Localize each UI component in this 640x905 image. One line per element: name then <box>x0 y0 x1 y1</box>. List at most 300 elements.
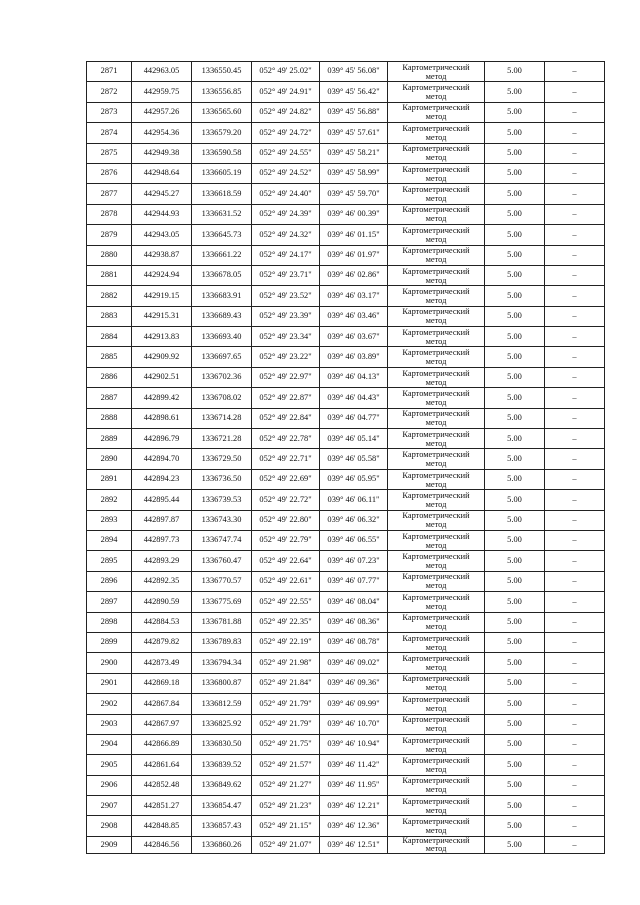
method-cell <box>388 388 485 408</box>
table-row <box>87 755 605 775</box>
method-label-line1: Картометрический <box>402 83 470 93</box>
point-number-cell: 2905 <box>87 755 132 775</box>
table-row <box>87 469 605 489</box>
latitude-cell: 052° 49' 21.98" <box>252 653 320 673</box>
latitude-cell: 052° 49' 24.32" <box>252 225 320 245</box>
longitude-cell: 039° 46' 11.95" <box>320 775 388 795</box>
point-number-cell: 2872 <box>87 82 132 102</box>
method-label-line1: Картометрический <box>402 613 470 623</box>
latitude-cell: 052° 49' 24.72" <box>252 123 320 143</box>
method-label-line2: метод <box>425 622 447 632</box>
method-label-line2: метод <box>425 214 447 224</box>
x-coordinate-cell: 442945.27 <box>132 184 192 204</box>
method-cell <box>388 286 485 306</box>
latitude-cell: 052° 49' 22.69" <box>252 469 320 489</box>
x-coordinate-cell: 442896.79 <box>132 429 192 449</box>
table-row <box>87 673 605 693</box>
method-label-line1: Картометрический <box>402 450 470 460</box>
y-coordinate-cell: 1336794.34 <box>192 653 252 673</box>
latitude-cell: 052° 49' 23.71" <box>252 265 320 285</box>
method-label-line1: Картометрический <box>402 286 470 296</box>
method-cell <box>388 836 485 853</box>
point-number-cell: 2893 <box>87 510 132 530</box>
x-coordinate-cell: 442949.38 <box>132 143 192 163</box>
method-label-line1: Картометрический <box>402 205 470 215</box>
longitude-cell: 039° 46' 01.15" <box>320 225 388 245</box>
table-row <box>87 225 605 245</box>
table-row <box>87 245 605 265</box>
x-coordinate-cell: 442866.89 <box>132 734 192 754</box>
method-cell <box>388 775 485 795</box>
accuracy-cell: 5.00 <box>485 592 545 612</box>
point-number-cell: 2871 <box>87 62 132 82</box>
point-number-cell: 2894 <box>87 530 132 550</box>
y-coordinate-cell: 1336770.57 <box>192 571 252 591</box>
method-label-line1: Картометрический <box>402 572 470 582</box>
accuracy-cell: 5.00 <box>485 327 545 347</box>
y-coordinate-cell: 1336697.65 <box>192 347 252 367</box>
method-cell <box>388 367 485 387</box>
latitude-cell: 052° 49' 22.71" <box>252 449 320 469</box>
longitude-cell: 039° 46' 04.13" <box>320 367 388 387</box>
point-number-cell: 2903 <box>87 714 132 734</box>
x-coordinate-cell: 442938.87 <box>132 245 192 265</box>
table-row <box>87 143 605 163</box>
accuracy-cell: 5.00 <box>485 388 545 408</box>
method-label-line2: метод <box>425 397 447 407</box>
method-cell <box>388 306 485 326</box>
method-label-line1: Картометрический <box>402 755 470 765</box>
x-coordinate-cell: 442897.73 <box>132 530 192 550</box>
table-row <box>87 796 605 816</box>
note-cell: – <box>545 653 605 673</box>
latitude-cell: 052° 49' 22.97" <box>252 367 320 387</box>
method-label-line1: Картометрический <box>402 776 470 786</box>
longitude-cell: 039° 46' 12.36" <box>320 816 388 836</box>
method-cell <box>388 347 485 367</box>
x-coordinate-cell: 442898.61 <box>132 408 192 428</box>
accuracy-cell: 5.00 <box>485 306 545 326</box>
note-cell: – <box>545 775 605 795</box>
method-cell <box>388 490 485 510</box>
y-coordinate-cell: 1336739.53 <box>192 490 252 510</box>
table-body <box>87 62 605 854</box>
method-label-line2: метод <box>425 479 447 489</box>
method-label-line1: Картометрический <box>402 185 470 195</box>
x-coordinate-cell: 442899.42 <box>132 388 192 408</box>
table-row <box>87 102 605 122</box>
accuracy-cell: 5.00 <box>485 143 545 163</box>
point-number-cell: 2902 <box>87 694 132 714</box>
table-row <box>87 510 605 530</box>
method-cell <box>388 796 485 816</box>
accuracy-cell: 5.00 <box>485 816 545 836</box>
x-coordinate-cell: 442944.93 <box>132 204 192 224</box>
method-cell <box>388 755 485 775</box>
point-number-cell: 2884 <box>87 327 132 347</box>
method-label-line2: метод <box>425 336 447 346</box>
accuracy-cell: 5.00 <box>485 204 545 224</box>
method-cell <box>388 204 485 224</box>
method-label-line2: метод <box>425 805 447 815</box>
method-cell <box>388 551 485 571</box>
y-coordinate-cell: 1336860.26 <box>192 836 252 853</box>
method-cell <box>388 816 485 836</box>
note-cell: – <box>545 816 605 836</box>
method-label-line2: метод <box>425 561 447 571</box>
longitude-cell: 039° 46' 03.17" <box>320 286 388 306</box>
latitude-cell: 052° 49' 22.19" <box>252 632 320 652</box>
table-row <box>87 836 605 853</box>
note-cell: – <box>545 123 605 143</box>
x-coordinate-cell: 442959.75 <box>132 82 192 102</box>
longitude-cell: 039° 46' 03.89" <box>320 347 388 367</box>
method-label-line2: метод <box>425 459 447 469</box>
note-cell: – <box>545 592 605 612</box>
method-label-line1: Картометрический <box>402 409 470 419</box>
note-cell: – <box>545 714 605 734</box>
longitude-cell: 039° 45' 56.42" <box>320 82 388 102</box>
method-label-line1: Картометрический <box>402 266 470 276</box>
method-label-line1: Картометрический <box>402 592 470 602</box>
accuracy-cell: 5.00 <box>485 225 545 245</box>
table-row <box>87 82 605 102</box>
method-label-line2: метод <box>425 418 447 428</box>
method-cell <box>388 184 485 204</box>
point-number-cell: 2899 <box>87 632 132 652</box>
x-coordinate-cell: 442861.64 <box>132 755 192 775</box>
method-label-line2: метод <box>425 683 447 693</box>
table-row <box>87 694 605 714</box>
y-coordinate-cell: 1336760.47 <box>192 551 252 571</box>
latitude-cell: 052° 49' 23.52" <box>252 286 320 306</box>
note-cell: – <box>545 347 605 367</box>
longitude-cell: 039° 45' 58.99" <box>320 163 388 183</box>
method-label-line1: Картометрический <box>402 144 470 154</box>
x-coordinate-cell: 442943.05 <box>132 225 192 245</box>
point-number-cell: 2895 <box>87 551 132 571</box>
method-label-line2: метод <box>425 234 447 244</box>
x-coordinate-cell: 442894.70 <box>132 449 192 469</box>
x-coordinate-cell: 442909.92 <box>132 347 192 367</box>
method-label-line1: Картометрический <box>402 307 470 317</box>
x-coordinate-cell: 442954.36 <box>132 123 192 143</box>
point-number-cell: 2898 <box>87 612 132 632</box>
note-cell: – <box>545 204 605 224</box>
x-coordinate-cell: 442852.48 <box>132 775 192 795</box>
method-label-line2: метод <box>425 540 447 550</box>
coordinates-table <box>86 61 605 854</box>
point-number-cell: 2890 <box>87 449 132 469</box>
longitude-cell: 039° 46' 07.23" <box>320 551 388 571</box>
note-cell: – <box>545 184 605 204</box>
longitude-cell: 039° 46' 00.39" <box>320 204 388 224</box>
method-label-line2: метод <box>425 843 447 853</box>
latitude-cell: 052° 49' 23.34" <box>252 327 320 347</box>
longitude-cell: 039° 45' 56.08" <box>320 62 388 82</box>
method-label-line1: Картометрический <box>402 246 470 256</box>
y-coordinate-cell: 1336708.02 <box>192 388 252 408</box>
latitude-cell: 052° 49' 22.64" <box>252 551 320 571</box>
latitude-cell: 052° 49' 21.07" <box>252 836 320 853</box>
method-label-line1: Картометрический <box>402 490 470 500</box>
table-row <box>87 653 605 673</box>
longitude-cell: 039° 46' 05.58" <box>320 449 388 469</box>
table-row <box>87 265 605 285</box>
accuracy-cell: 5.00 <box>485 367 545 387</box>
note-cell: – <box>545 612 605 632</box>
point-number-cell: 2907 <box>87 796 132 816</box>
note-cell: – <box>545 469 605 489</box>
point-number-cell: 2874 <box>87 123 132 143</box>
method-cell <box>388 510 485 530</box>
longitude-cell: 039° 45' 56.88" <box>320 102 388 122</box>
latitude-cell: 052° 49' 24.39" <box>252 204 320 224</box>
longitude-cell: 039° 46' 12.51" <box>320 836 388 853</box>
method-label-line1: Картометрический <box>402 470 470 480</box>
accuracy-cell: 5.00 <box>485 714 545 734</box>
method-label-line1: Картометрический <box>402 368 470 378</box>
y-coordinate-cell: 1336857.43 <box>192 816 252 836</box>
x-coordinate-cell: 442895.44 <box>132 490 192 510</box>
latitude-cell: 052° 49' 24.82" <box>252 102 320 122</box>
point-number-cell: 2879 <box>87 225 132 245</box>
accuracy-cell: 5.00 <box>485 510 545 530</box>
method-label-line1: Картометрический <box>402 735 470 745</box>
longitude-cell: 039° 45' 57.61" <box>320 123 388 143</box>
y-coordinate-cell: 1336721.28 <box>192 429 252 449</box>
method-label-line1: Картометрический <box>402 531 470 541</box>
method-label-line2: метод <box>425 357 447 367</box>
latitude-cell: 052° 49' 21.57" <box>252 755 320 775</box>
note-cell: – <box>545 530 605 550</box>
point-number-cell: 2901 <box>87 673 132 693</box>
x-coordinate-cell: 442892.35 <box>132 571 192 591</box>
table-row <box>87 530 605 550</box>
point-number-cell: 2882 <box>87 286 132 306</box>
x-coordinate-cell: 442963.05 <box>132 62 192 82</box>
table-row <box>87 62 605 82</box>
method-label-line1: Картометрический <box>402 62 470 72</box>
y-coordinate-cell: 1336830.50 <box>192 734 252 754</box>
method-label-line2: метод <box>425 744 447 754</box>
note-cell: – <box>545 102 605 122</box>
method-label-line2: метод <box>425 295 447 305</box>
method-label-line2: метод <box>425 71 447 81</box>
table-row <box>87 816 605 836</box>
latitude-cell: 052° 49' 22.79" <box>252 530 320 550</box>
x-coordinate-cell: 442890.59 <box>132 592 192 612</box>
longitude-cell: 039° 46' 02.86" <box>320 265 388 285</box>
method-label-line2: метод <box>425 275 447 285</box>
point-number-cell: 2875 <box>87 143 132 163</box>
latitude-cell: 052° 49' 24.55" <box>252 143 320 163</box>
accuracy-cell: 5.00 <box>485 571 545 591</box>
point-number-cell: 2878 <box>87 204 132 224</box>
method-label-line1: Картометрический <box>402 817 470 827</box>
accuracy-cell: 5.00 <box>485 163 545 183</box>
method-cell <box>388 82 485 102</box>
x-coordinate-cell: 442913.83 <box>132 327 192 347</box>
method-label-line2: метод <box>425 520 447 530</box>
x-coordinate-cell: 442915.31 <box>132 306 192 326</box>
latitude-cell: 052° 49' 22.78" <box>252 429 320 449</box>
note-cell: – <box>545 286 605 306</box>
accuracy-cell: 5.00 <box>485 836 545 853</box>
note-cell: – <box>545 327 605 347</box>
method-label-line2: метод <box>425 642 447 652</box>
table-row <box>87 449 605 469</box>
y-coordinate-cell: 1336661.22 <box>192 245 252 265</box>
accuracy-cell: 5.00 <box>485 734 545 754</box>
y-coordinate-cell: 1336683.91 <box>192 286 252 306</box>
y-coordinate-cell: 1336800.87 <box>192 673 252 693</box>
longitude-cell: 039° 46' 08.36" <box>320 612 388 632</box>
method-cell <box>388 429 485 449</box>
longitude-cell: 039° 46' 06.32" <box>320 510 388 530</box>
y-coordinate-cell: 1336849.62 <box>192 775 252 795</box>
longitude-cell: 039° 46' 08.04" <box>320 592 388 612</box>
note-cell: – <box>545 796 605 816</box>
method-cell <box>388 632 485 652</box>
method-cell <box>388 62 485 82</box>
point-number-cell: 2900 <box>87 653 132 673</box>
x-coordinate-cell: 442948.64 <box>132 163 192 183</box>
x-coordinate-cell: 442894.23 <box>132 469 192 489</box>
latitude-cell: 052° 49' 21.75" <box>252 734 320 754</box>
method-label-line2: метод <box>425 316 447 326</box>
table-row <box>87 734 605 754</box>
point-number-cell: 2887 <box>87 388 132 408</box>
y-coordinate-cell: 1336839.52 <box>192 755 252 775</box>
accuracy-cell: 5.00 <box>485 82 545 102</box>
method-cell <box>388 714 485 734</box>
method-label-line2: метод <box>425 703 447 713</box>
longitude-cell: 039° 46' 06.55" <box>320 530 388 550</box>
longitude-cell: 039° 46' 06.11" <box>320 490 388 510</box>
x-coordinate-cell: 442869.18 <box>132 673 192 693</box>
longitude-cell: 039° 46' 04.77" <box>320 408 388 428</box>
method-label-line1: Картометрический <box>402 633 470 643</box>
note-cell: – <box>545 510 605 530</box>
method-label-line2: метод <box>425 581 447 591</box>
note-cell: – <box>545 632 605 652</box>
longitude-cell: 039° 46' 07.77" <box>320 571 388 591</box>
note-cell: – <box>545 490 605 510</box>
accuracy-cell: 5.00 <box>485 755 545 775</box>
table-row <box>87 388 605 408</box>
method-label-line1: Картометрический <box>402 674 470 684</box>
accuracy-cell: 5.00 <box>485 490 545 510</box>
method-label-line2: метод <box>425 764 447 774</box>
point-number-cell: 2883 <box>87 306 132 326</box>
longitude-cell: 039° 46' 12.21" <box>320 796 388 816</box>
longitude-cell: 039° 46' 10.94" <box>320 734 388 754</box>
longitude-cell: 039° 45' 58.21" <box>320 143 388 163</box>
longitude-cell: 039° 46' 03.46" <box>320 306 388 326</box>
latitude-cell: 052° 49' 24.52" <box>252 163 320 183</box>
method-label-line2: метод <box>425 724 447 734</box>
x-coordinate-cell: 442919.15 <box>132 286 192 306</box>
latitude-cell: 052° 49' 22.35" <box>252 612 320 632</box>
note-cell: – <box>545 82 605 102</box>
table-row <box>87 347 605 367</box>
method-label-line1: Картометрический <box>402 388 470 398</box>
x-coordinate-cell: 442867.97 <box>132 714 192 734</box>
point-number-cell: 2880 <box>87 245 132 265</box>
x-coordinate-cell: 442867.84 <box>132 694 192 714</box>
accuracy-cell: 5.00 <box>485 612 545 632</box>
x-coordinate-cell: 442879.82 <box>132 632 192 652</box>
point-number-cell: 2889 <box>87 429 132 449</box>
method-label-line2: метод <box>425 438 447 448</box>
note-cell: – <box>545 143 605 163</box>
latitude-cell: 052° 49' 22.61" <box>252 571 320 591</box>
latitude-cell: 052° 49' 24.17" <box>252 245 320 265</box>
point-number-cell: 2892 <box>87 490 132 510</box>
accuracy-cell: 5.00 <box>485 245 545 265</box>
y-coordinate-cell: 1336714.28 <box>192 408 252 428</box>
point-number-cell: 2886 <box>87 367 132 387</box>
method-cell <box>388 265 485 285</box>
note-cell: – <box>545 245 605 265</box>
x-coordinate-cell: 442851.27 <box>132 796 192 816</box>
y-coordinate-cell: 1336747.74 <box>192 530 252 550</box>
accuracy-cell: 5.00 <box>485 408 545 428</box>
note-cell: – <box>545 673 605 693</box>
table-row <box>87 123 605 143</box>
longitude-cell: 039° 45' 59.70" <box>320 184 388 204</box>
method-cell <box>388 245 485 265</box>
latitude-cell: 052° 49' 22.72" <box>252 490 320 510</box>
latitude-cell: 052° 49' 21.84" <box>252 673 320 693</box>
method-label-line1: Картометрический <box>402 715 470 725</box>
method-label-line2: метод <box>425 194 447 204</box>
y-coordinate-cell: 1336579.20 <box>192 123 252 143</box>
accuracy-cell: 5.00 <box>485 102 545 122</box>
note-cell: – <box>545 367 605 387</box>
note-cell: – <box>545 306 605 326</box>
latitude-cell: 052° 49' 22.80" <box>252 510 320 530</box>
method-cell <box>388 327 485 347</box>
table-row <box>87 327 605 347</box>
accuracy-cell: 5.00 <box>485 184 545 204</box>
accuracy-cell: 5.00 <box>485 775 545 795</box>
table-row <box>87 775 605 795</box>
accuracy-cell: 5.00 <box>485 530 545 550</box>
method-label-line1: Картометрический <box>402 123 470 133</box>
point-number-cell: 2877 <box>87 184 132 204</box>
method-cell <box>388 592 485 612</box>
method-cell <box>388 694 485 714</box>
table-row <box>87 490 605 510</box>
method-label-line1: Картометрический <box>402 836 470 845</box>
y-coordinate-cell: 1336631.52 <box>192 204 252 224</box>
longitude-cell: 039° 46' 05.14" <box>320 429 388 449</box>
method-cell <box>388 612 485 632</box>
latitude-cell: 052° 49' 21.79" <box>252 694 320 714</box>
y-coordinate-cell: 1336618.59 <box>192 184 252 204</box>
method-cell <box>388 408 485 428</box>
x-coordinate-cell: 442884.53 <box>132 612 192 632</box>
y-coordinate-cell: 1336678.05 <box>192 265 252 285</box>
method-label-line1: Картометрический <box>402 225 470 235</box>
table-row <box>87 632 605 652</box>
y-coordinate-cell: 1336693.40 <box>192 327 252 347</box>
longitude-cell: 039° 46' 10.70" <box>320 714 388 734</box>
method-label-line1: Картометрический <box>402 654 470 664</box>
note-cell: – <box>545 163 605 183</box>
